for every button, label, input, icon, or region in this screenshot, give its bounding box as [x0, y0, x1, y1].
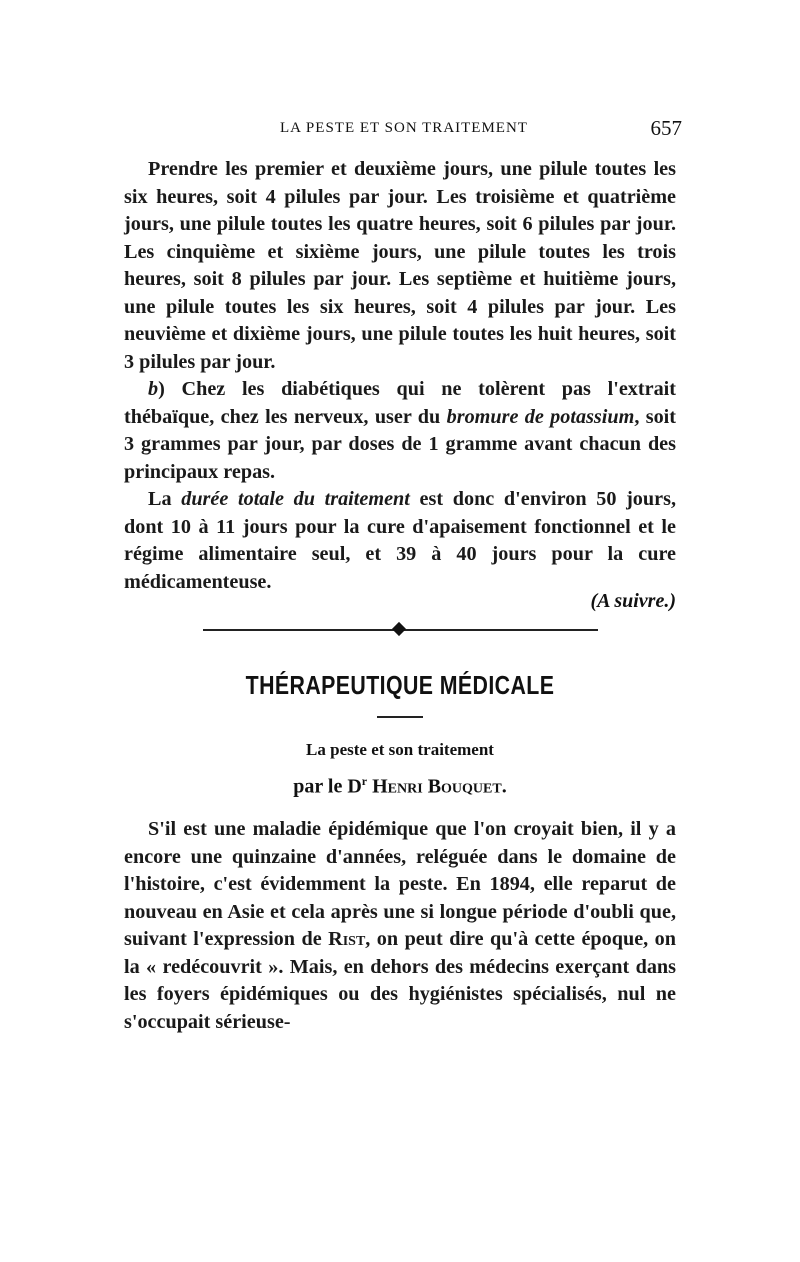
paragraph-bromure-text-b: , soit 3 grammes par jour, par doses de 1 gramme avant chacun des principaux repas. — [124, 405, 677, 483]
top-text-block — [124, 156, 676, 596]
paragraph-peste — [124, 816, 676, 1036]
article-title: La peste et son traitement — [306, 740, 494, 759]
title-rule — [377, 716, 423, 718]
paragraph-duree-text-b: est donc d'environ 50 jours, dont 10 à 11 jours pour la cure d'apaisement fonctionnel et le régime alimentaire seul, et 39 à 40 jours pour la cure médicamenteuse. — [124, 488, 676, 593]
byline-prefix: par le D — [293, 775, 362, 798]
running-title: LA PESTE ET SON TRAITEMENT — [280, 120, 528, 136]
paragraph-peste-end: , on peut dire qu'à cette époque, on la « redécouvrit ». Mais, en dehors des médecins exerçant dans les foyers épidémiques ou des hygiénistes spécialisés, nul ne s'occupait sérieuse- — [124, 928, 676, 1033]
byline-sup: r — [361, 774, 368, 788]
author-name: Henri Bouquet. — [372, 775, 507, 798]
byline — [0, 774, 800, 799]
paragraph-dosage: Prendre les premier et deuxième jours, une pilule toutes les six heures, soit 4 pilules par jour. Les troisième et quatrième jours, une pilule toutes les quatre heures, soit 6 pilules par jour. Les cinquième et sixième jours, une pilule toutes les trois heures, soit 8 pilules par jour. Les septième et huitième jours, une pilule toutes les six heures, soit 4 pilules par jour. Les neuvième et dixième jours, une pilule toutes les huit heures, soit 3 pilules par jour. — [124, 158, 676, 373]
a-suivre-text: (A suivre.) — [590, 590, 676, 612]
paragraph-duree-text-a: La — [148, 488, 182, 510]
paragraph-bromure — [124, 376, 676, 486]
paragraph-duree — [124, 486, 676, 596]
a-suivre-note — [590, 590, 676, 613]
paragraph-bromure-italic: bromure de potassium — [446, 405, 635, 428]
diamond-ornament-icon — [392, 622, 406, 636]
paragraph-duree-italic: durée totale du traitement — [181, 488, 410, 510]
section-title: THÉRAPEUTIQUE MÉDICALE — [245, 670, 555, 700]
paragraph-bromure-text-a: ) Chez les diabétiques qui ne tolèrent pas l'extrait thébaïque, chez les nerveux, user du — [124, 378, 676, 428]
author-rist: Rist — [328, 928, 366, 950]
page-number: 657 — [650, 116, 682, 140]
paragraph-peste-text: S'il est une maladie épidémique que l'on croyait bien, il y a encore une quinzaine d'années, reléguée dans le domaine de l'histoire, c'est évidemment la peste. En 1894, elle reparut de nouveau en Asie et cela après une si longue période d'oubli que, suivant l'expression de — [124, 818, 676, 950]
list-marker: b — [148, 378, 159, 400]
running-head — [124, 116, 684, 140]
article-text-block — [124, 816, 676, 1036]
